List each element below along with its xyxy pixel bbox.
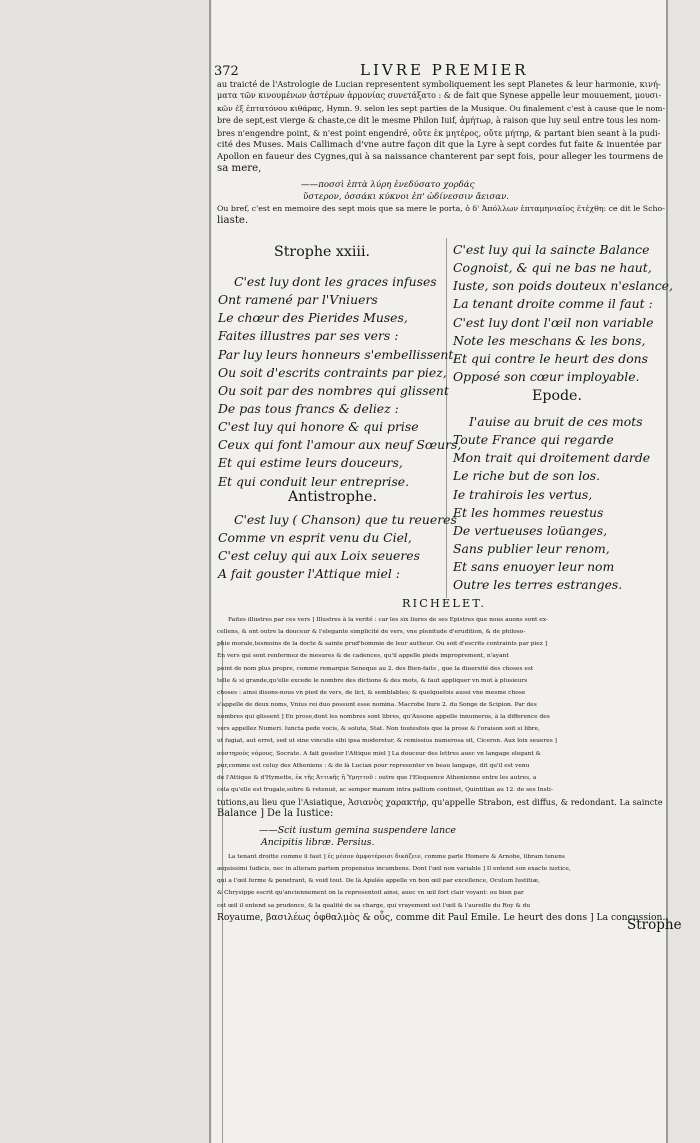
commentary-heading: RICHELET. [402,597,487,610]
quote-line: ——Scit iustum gemina suspendere lance [259,825,456,836]
verse-line: De pas tous francs & deliez : [218,400,399,416]
gutter-line [209,0,211,1143]
verse-line: Ou soit d'escrits contraints par piez, [218,364,447,380]
verse-line: Note les meschans & les bons, [453,332,646,348]
commentary-line: telle & si grande,qu'elle excede le nombre des dictions & des mots, & faut appliquer vn mot à plusieurs [217,677,528,684]
verse-line: Et les hommes reuestus [453,504,604,520]
verse-line: C'est luy dont l'œil non variable [453,314,654,330]
intro-line: ματα τῶν κινουμένων ἀστέρων ἁρμονίας συνετάξατο : & de fait que Synese appelle leur mouuement, μουσι- [217,91,662,100]
verse-line: Iuste, son poids douteux n'eslance, [453,278,673,294]
paragraph-line: liaste. [217,215,249,226]
verse-line: Et sans enuoyer leur nom [453,559,615,575]
antistrophe-verses-left [218,511,457,584]
running-title: LIVRE PREMIER [360,61,529,79]
commentary-line: qui a l'œil ferme & penetrant, & void tout. De là Apulée appelle vn bon œil par excellence, Oculum Iustitiæ, [217,878,540,885]
verse-line: C'est luy qui la saincte Balance [453,242,650,257]
commentary-line: æquissimi Iudicis, nec in alteram partem propensius incumbens. Dont l'œil non variable ] Il entend son exacte iustice, [217,866,571,873]
strophe-heading: Strophe xxiii. [274,244,370,260]
verse-line: Ie trahirois les vertus, [453,486,593,502]
verse-line: C'est celuy qui aux Loix seueres [218,548,420,564]
verse-line: Outre les terres estranges. [453,577,623,593]
commentary-line: vers appellez Numeri. Iuncta pede vocis, & soluta, Stat. Non toutesfois que la prose & l'oraison soit si libre, [217,726,540,733]
verse-line: Opposé son cœur imployable. [453,368,640,384]
catchword: Strophe [627,917,682,933]
verse-line: I'auise au bruit de ces mots [469,414,643,429]
intro-line: sa mere, [217,163,262,174]
verse-line: Et qui contre le heurt des dons [453,350,648,366]
epode-heading: Epode. [532,388,582,404]
epode-verses [453,413,650,594]
commentary-line: La tenant droitte comme il faut ] ἐς μέσον ἀμφοτέροισι δικάζειν, comme parle Homere & Arnobe, libram tenens [228,854,565,860]
commentary-line: & Chrysippe escrit qu'anciennement on la representoit ainsi, auec vn œil fort clair voyant: ou bien par [217,890,524,897]
commentary-line: phie morale,tesmoins de la docte & sainte prud'hommie de leur autheur. Ou soit d'escrits contraints par piez ] [217,641,548,648]
verse-line: Mon trait qui droitement darde [453,450,651,466]
commentary-line: cela qu'elle est frugale,sobre & retenuë, ac semper manum intra pallium continet, Quintilian au 12. de ses Insti- [217,786,553,793]
verse-line: Cognoist, & qui ne bas ne haut, [453,260,652,276]
verse-line: Par luy leurs honneurs s'embellissent, [218,346,458,362]
antistrophe-verses-right [453,241,673,386]
verse-line: A fait gouster l'Attique miel : [218,566,400,582]
right-edge-line [666,0,668,1143]
verse-line: Ou soit par des nombres qui glissent [218,382,449,398]
left-page-margin [0,0,212,1143]
verse-line: Ceux qui font l'amour aux neuf Sœurs, [218,437,462,453]
verse-line: Le chœur des Pierides Muses, [218,310,408,326]
commentary-line: ut fugiat, aut erret, sed ut sine vinculis sibi ipsa moderetur, & remissius numerosa sit, Ciceron. Aux loix seueres ] [217,738,557,745]
verse-line: De vertueuses loüanges, [453,522,608,538]
verse-line: Sans publier leur renom, [453,540,610,556]
verse-line: Comme vn esprit venu du Ciel, [218,530,412,546]
antistrophe-heading: Antistrophe. [288,489,378,505]
commentary-line: tutions,au lieu que l'Asiatique, Ἀσιανὸς χαρακτήρ, qu'appelle Strabon, est diffus, & redondant. La saincte [217,797,663,808]
verse-line: C'est luy dont les graces infuses [234,274,437,289]
verse-line: Et qui estime leurs douceurs, [218,455,403,471]
commentary-line: αὐστηρούς νόμους, Socrate. A fait gouster l'Attique miel ] La douceur des lettres auec vn langage elegant & [217,750,541,757]
intro-line: au traicté de l'Astrologie de Lucian representent symboliquement les sept Planetes & leur harmonie, κινή- [217,79,661,89]
commentary-line: Faites illustres par ces vers ] Illustres à la verité : car les six liures de ses Epistres que nous auons sont ex- [228,617,548,623]
verse-line: Le riche but de son los. [453,468,601,484]
commentary-continued [217,851,665,924]
verse-line: Ont ramené par l'Vniuers [218,292,378,308]
commentary-line: Balance ] De la Iustice: [217,808,334,820]
page-number: 372 [214,64,239,79]
verse-line: Faites illustres par ses vers : [218,328,399,344]
intro-line: bre de sept,est vierge & chaste,ce dit le mesme Philon Iuif, ἀμήτωρ, à raison que luy seul entre tous les nom- [217,116,661,125]
commentary-line: En vers qui sont renfermez de mesures & de cadences, qu'il appelle pieds improprement, n'ayant [217,653,509,660]
commentary-line: cellens, & ont outre la douceur & l'elegante simplicité de vers, vne plenitude d'erudition, & de philoso- [217,629,526,636]
commentary-line: nombres qui glissent ] En prose,dont les nombres sont libres, qu'Ausone appelle innumeros, à la difference des [217,714,550,721]
quote-line: Ancipitis libræ. Persius. [261,837,375,848]
verse-line: Et qui conduit leur entreprise. [218,473,410,489]
paragraph-line: Ou bref, c'est en memoire des sept mois que sa mere le porta, ὁ δ' Ἀπόλλων ἑπταμηνιαῖος ἐτέχθη: ce dit le Scho- [217,204,665,213]
commentary-line: Royaume, βασιλέως ὀφθαλμὸς & οὖς, comme dit Paul Emile. Le heurt des dons ] La concussion. [217,911,666,923]
commentary-line: point de nom plus propre, comme remarque Seneque au 2. des Bien-faits , que la diuersité des choses est [217,665,534,672]
intro-line: κῶν ἐξ ἑπτατόνου κιθάρας, Hymn. 9. selon les sept parties de la Musique. Ou finalement c'est à cause que le nom- [217,104,666,113]
intro-line: bres n'engendre point, & n'est point engendré, οὔτε ἐκ μητέρος, οὔτε μήτηρ, & partant bien seant à la pudi- [217,128,661,138]
commentary-line: pur,comme est celuy des Atheniens : & de là Lucian pour representer vn beau langage, dit qu'il est venu [217,762,530,769]
verse-line: La tenant droite comme il faut : [453,296,653,312]
commentary-line: choses : ainsi disons-nous vn pied de vers, de lict, & semblables; & quelquefois aussi vne mesme chose [217,689,526,696]
commentary-line: de l'Attique & d'Hymette, ἐκ τῆς Ἀττικῆς ἢ Ὑμηττοῦ : outre que l'Eloquence Athenienne entre les autres, a [217,774,537,781]
commentary-line: cet œil il entend sa prudence, & la qualité de sa charge, qui vrayement est l'œil & l'aureille du Roy & du [217,902,531,909]
strophe-verses [218,273,461,491]
intro-line: Apollon en faueur des Cygnes,qui à sa naissance chanterent par sept fois, pour alleger les tourmens de [217,152,664,162]
verse-line: C'est luy ( Chanson) que tu reueres [234,512,457,527]
intro-line: cité des Muses. Mais Callimach d'vne autre façon dit que la Lyre à sept cordes fut faite & inuentée par [217,140,662,150]
right-page-margin [666,0,700,1143]
verse-line: Toute France qui regarde [453,432,614,448]
commentary-line: s'appelle de deux noms, Vnius rei duo possunt esse nomina. Macrobe liure 2. du Songe de Scipion. Par des [217,701,537,708]
commentary [217,614,663,820]
quote-line: ὕστερον, ὁσσάκι κύκνοι ἐπ' ὠδίνεσσιν ἄεισαν. [303,192,510,202]
quote-line: ——ποσσὶ ἑπτὰ λύρη ἐνεδύσατο χορδάς [301,180,475,190]
verse-line: C'est luy qui honore & qui prise [218,419,419,435]
